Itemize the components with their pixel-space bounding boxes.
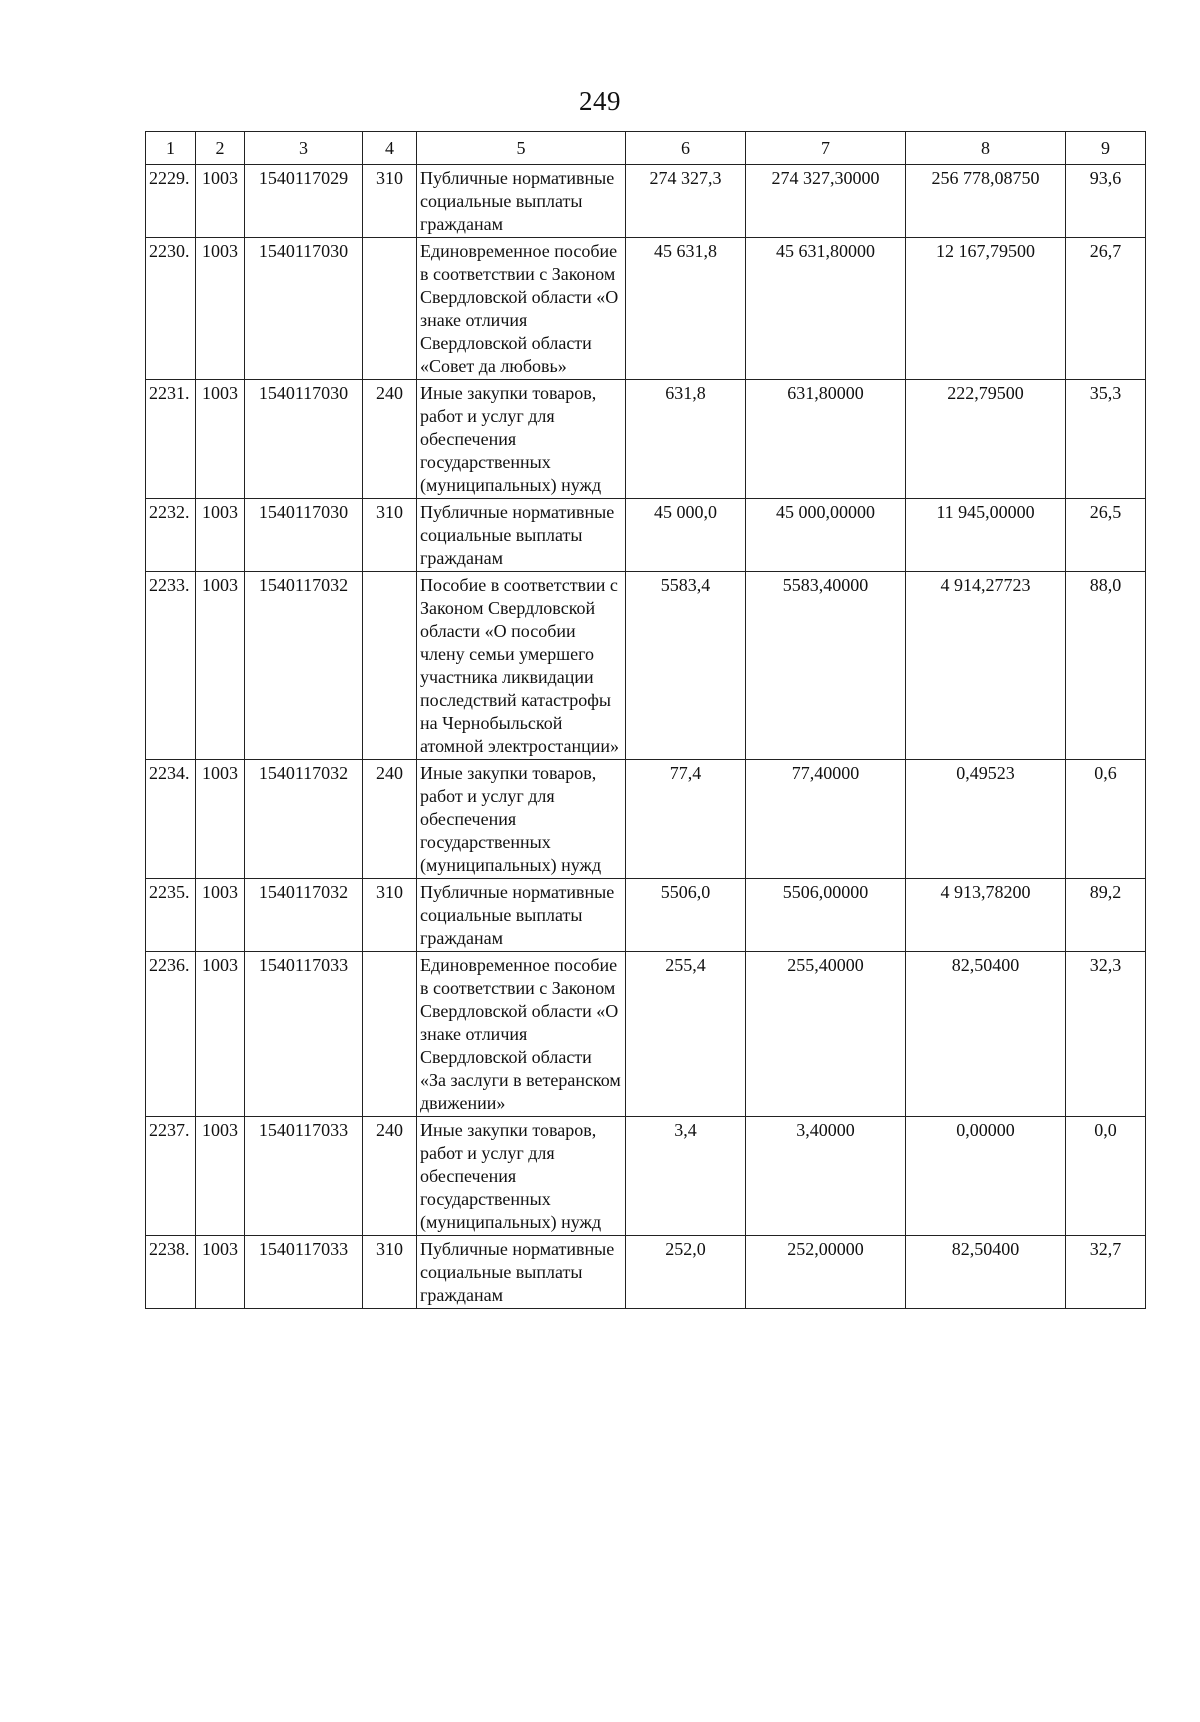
section-code: 1003: [196, 1117, 245, 1236]
value-col-7: 77,40000: [746, 760, 906, 879]
value-col-8: 0,00000: [906, 1117, 1066, 1236]
row-number: 2230.: [146, 238, 196, 380]
budget-table: [145, 131, 1146, 1309]
target-article-code: 1540117032: [245, 572, 363, 760]
target-article-code: 1540117030: [245, 499, 363, 572]
percent-col-9: 32,7: [1066, 1236, 1146, 1309]
col-header-6: 6: [626, 132, 746, 165]
value-col-8: 11 945,00000: [906, 499, 1066, 572]
value-col-6: 45 000,0: [626, 499, 746, 572]
header-row: [146, 132, 1146, 165]
table-row: [146, 879, 1146, 952]
value-col-8: 256 778,08750: [906, 165, 1066, 238]
value-col-7: 631,80000: [746, 380, 906, 499]
percent-col-9: 32,3: [1066, 952, 1146, 1117]
section-code: 1003: [196, 165, 245, 238]
expense-type-code: [363, 238, 417, 380]
expense-type-code: 310: [363, 165, 417, 238]
section-code: 1003: [196, 1236, 245, 1309]
value-col-7: 255,40000: [746, 952, 906, 1117]
col-header-1: 1: [146, 132, 196, 165]
section-code: 1003: [196, 499, 245, 572]
percent-col-9: 26,5: [1066, 499, 1146, 572]
section-code: 1003: [196, 952, 245, 1117]
section-code: 1003: [196, 238, 245, 380]
value-col-7: 5583,40000: [746, 572, 906, 760]
percent-col-9: 0,0: [1066, 1117, 1146, 1236]
value-col-8: 0,49523: [906, 760, 1066, 879]
value-col-7: 5506,00000: [746, 879, 906, 952]
value-col-8: 4 913,78200: [906, 879, 1066, 952]
expense-type-code: 310: [363, 499, 417, 572]
percent-col-9: 93,6: [1066, 165, 1146, 238]
col-header-9: 9: [1066, 132, 1146, 165]
col-header-3: 3: [245, 132, 363, 165]
value-col-8: 82,50400: [906, 1236, 1066, 1309]
table-row: [146, 165, 1146, 238]
item-name: Публичные нормативные социальные выплаты гражданам: [417, 1236, 626, 1309]
target-article-code: 1540117033: [245, 952, 363, 1117]
value-col-8: 4 914,27723: [906, 572, 1066, 760]
item-name: Иные закупки товаров, работ и услуг для обеспечения государственных (муниципальных) нужд: [417, 380, 626, 499]
percent-col-9: 88,0: [1066, 572, 1146, 760]
item-name: Единовременное пособие в соответствии с Законом Свердловской области «О знаке отличия Свердловской области «Совет да любовь»: [417, 238, 626, 380]
expense-type-code: 240: [363, 1117, 417, 1236]
value-col-8: 12 167,79500: [906, 238, 1066, 380]
value-col-6: 5583,4: [626, 572, 746, 760]
value-col-7: 45 631,80000: [746, 238, 906, 380]
target-article-code: 1540117030: [245, 238, 363, 380]
target-article-code: 1540117032: [245, 879, 363, 952]
value-col-6: 77,4: [626, 760, 746, 879]
expense-type-code: 310: [363, 1236, 417, 1309]
row-number: 2237.: [146, 1117, 196, 1236]
value-col-7: 3,40000: [746, 1117, 906, 1236]
item-name: Иные закупки товаров, работ и услуг для обеспечения государственных (муниципальных) нужд: [417, 1117, 626, 1236]
target-article-code: 1540117032: [245, 760, 363, 879]
value-col-6: 3,4: [626, 1117, 746, 1236]
col-header-5: 5: [417, 132, 626, 165]
value-col-7: 45 000,00000: [746, 499, 906, 572]
percent-col-9: 0,6: [1066, 760, 1146, 879]
value-col-6: 255,4: [626, 952, 746, 1117]
table-row: [146, 572, 1146, 760]
table-row: [146, 380, 1146, 499]
row-number: 2235.: [146, 879, 196, 952]
value-col-6: 252,0: [626, 1236, 746, 1309]
table-row: [146, 238, 1146, 380]
col-header-8: 8: [906, 132, 1066, 165]
row-number: 2236.: [146, 952, 196, 1117]
value-col-6: 5506,0: [626, 879, 746, 952]
target-article-code: 1540117029: [245, 165, 363, 238]
item-name: Пособие в соответствии с Законом Свердловской области «О пособии члену семьи умершего участника ликвидации последствий катастрофы на Чернобыльской атомной электростанции»: [417, 572, 626, 760]
value-col-6: 274 327,3: [626, 165, 746, 238]
table-row: [146, 1117, 1146, 1236]
table-row: [146, 499, 1146, 572]
item-name: Публичные нормативные социальные выплаты гражданам: [417, 499, 626, 572]
table-row: [146, 952, 1146, 1117]
item-name: Единовременное пособие в соответствии с Законом Свердловской области «О знаке отличия Свердловской области «За заслуги в ветеранском движении»: [417, 952, 626, 1117]
expense-type-code: 310: [363, 879, 417, 952]
item-name: Публичные нормативные социальные выплаты гражданам: [417, 165, 626, 238]
expense-type-code: 240: [363, 380, 417, 499]
expense-type-code: [363, 572, 417, 760]
percent-col-9: 89,2: [1066, 879, 1146, 952]
table-row: [146, 1236, 1146, 1309]
target-article-code: 1540117033: [245, 1117, 363, 1236]
row-number: 2229.: [146, 165, 196, 238]
value-col-6: 45 631,8: [626, 238, 746, 380]
value-col-7: 252,00000: [746, 1236, 906, 1309]
row-number: 2232.: [146, 499, 196, 572]
percent-col-9: 26,7: [1066, 238, 1146, 380]
section-code: 1003: [196, 760, 245, 879]
expense-type-code: [363, 952, 417, 1117]
row-number: 2231.: [146, 380, 196, 499]
row-number: 2238.: [146, 1236, 196, 1309]
value-col-7: 274 327,30000: [746, 165, 906, 238]
row-number: 2233.: [146, 572, 196, 760]
expense-type-code: 240: [363, 760, 417, 879]
value-col-6: 631,8: [626, 380, 746, 499]
section-code: 1003: [196, 380, 245, 499]
item-name: Иные закупки товаров, работ и услуг для обеспечения государственных (муниципальных) нужд: [417, 760, 626, 879]
target-article-code: 1540117030: [245, 380, 363, 499]
col-header-7: 7: [746, 132, 906, 165]
target-article-code: 1540117033: [245, 1236, 363, 1309]
item-name: Публичные нормативные социальные выплаты гражданам: [417, 879, 626, 952]
section-code: 1003: [196, 572, 245, 760]
table-row: [146, 760, 1146, 879]
percent-col-9: 35,3: [1066, 380, 1146, 499]
value-col-8: 82,50400: [906, 952, 1066, 1117]
col-header-4: 4: [363, 132, 417, 165]
col-header-2: 2: [196, 132, 245, 165]
row-number: 2234.: [146, 760, 196, 879]
value-col-8: 222,79500: [906, 380, 1066, 499]
page-number: 249: [579, 86, 621, 116]
section-code: 1003: [196, 879, 245, 952]
